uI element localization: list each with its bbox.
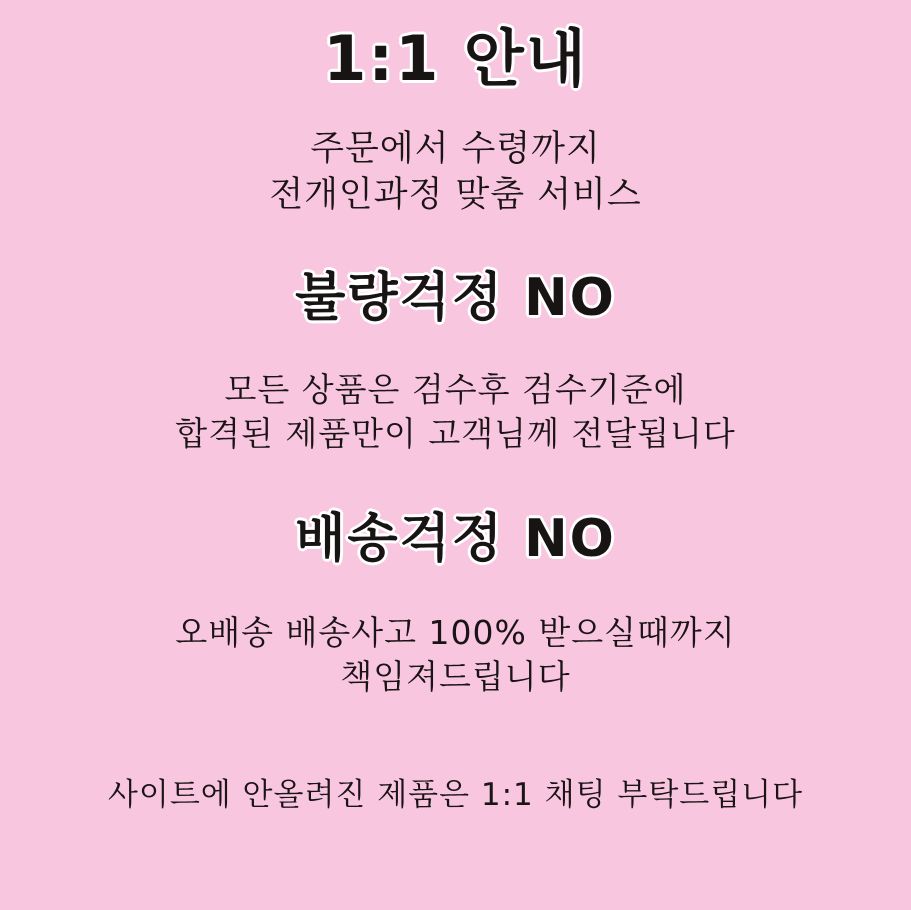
delivery-line-2: 책임져드립니다 (340, 657, 571, 697)
intro-line-1: 주문에서 수령까지 (310, 129, 601, 169)
delivery-section-heading: 배송걱정 NO (295, 509, 616, 570)
page-title: 1:1 안내 (323, 22, 588, 95)
quality-section-text (0, 368, 911, 455)
intro-line-2: 전개인과정 맞춤 서비스 (269, 175, 642, 216)
quality-section-heading: 불량걱정 NO (295, 268, 616, 329)
delivery-section-text (0, 611, 911, 698)
footer-note: 사이트에 안올려진 제품은 1:1 채팅 부탁드립니다 (107, 776, 804, 813)
quality-line-2: 합격된 제품만이 고객님께 전달됩니다 (175, 413, 736, 453)
quality-line-1: 모든 상품은 검수후 검수기준에 (224, 370, 687, 410)
intro-text (0, 126, 911, 218)
delivery-line-1: 오배송 배송사고 100% 받으실때까지 (175, 613, 736, 653)
